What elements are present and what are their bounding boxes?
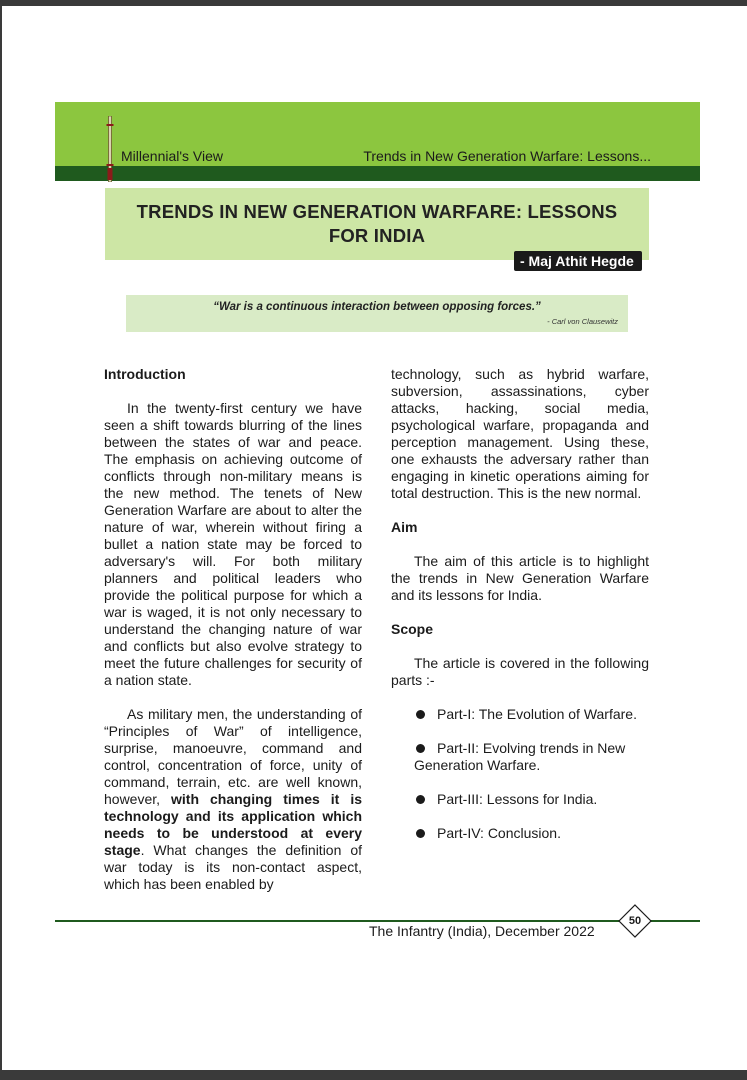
viewer-bottom-bar: [0, 1070, 747, 1080]
para2-start: As military men, the understanding of “Principles of War” of intelligence, surprise, manoeuvre, command and control, concentration of force, unity of command, terrain, etc. are well known, however,: [104, 706, 362, 807]
continued-paragraph: technology, such as hybrid warfare, subversion, assassinations, cyber attacks, hacking, social media, psychological warfare, propaganda and perception management. Using these, one exhausts the adversary rather than engaging in kinetic operations aiming for total destruction. This is the new normal.: [391, 366, 649, 501]
introduction-paragraph-2: [104, 706, 362, 893]
right-column: [391, 366, 649, 859]
left-column: [104, 366, 362, 910]
bullet-icon: [416, 744, 425, 753]
list-item: [391, 825, 649, 842]
running-title: Trends in New Generation Warfare: Lessons...: [363, 148, 651, 164]
bullet-icon: [416, 829, 425, 838]
article-title: [113, 200, 641, 248]
article-title-line2: FOR INDIA: [328, 225, 426, 246]
journal-citation: The Infantry (India), December 2022: [369, 923, 595, 939]
list-item-text: Part-IV: Conclusion.: [437, 825, 561, 841]
list-item: [391, 706, 649, 723]
list-item-text: Part-I: The Evolution of Warfare.: [437, 706, 637, 722]
author-badge: - Maj Athit Hegde: [514, 251, 642, 271]
quote-source: - Carl von Clausewitz: [547, 317, 618, 326]
section-label: Millennial's View: [121, 148, 224, 164]
list-item: [391, 791, 649, 808]
bullet-icon: [416, 795, 425, 804]
list-item: [391, 740, 649, 774]
bayonet-icon: [106, 116, 114, 182]
header-stripe: [55, 166, 700, 181]
footer-rule: [55, 920, 700, 922]
page-number: 50: [628, 915, 642, 927]
scope-heading: Scope: [391, 621, 434, 637]
aim-paragraph: The aim of this article is to highlight the trends in New Generation Warfare and its lessons for India.: [391, 553, 649, 603]
quote-text: “War is a continuous interaction between opposing forces.”: [213, 301, 541, 313]
parts-list: [391, 706, 649, 842]
bullet-icon: [416, 710, 425, 719]
introduction-heading: Introduction: [104, 366, 186, 382]
introduction-paragraph-1: In the twenty-first century we have seen a shift towards blurring of the lines between the states of war and peace. The emphasis on achieving outcome of conflicts through non-military means is the new method. The tenets of New Generation Warfare are about to alter the nature of war, wherein without firing a bullet a nation state may be forced to adversary's will. For both military planners and political leaders who provide the political purpose for which a war is waged, it is not only necessary to understand the changing nature of war and conflicts but also evolve strategy to meet the future challenges for security of a nation state.: [104, 400, 362, 688]
list-item-text: Part-III: Lessons for India.: [437, 791, 598, 807]
para2-end: . What changes the definition of war today is its non-contact aspect, which has been enabled by: [104, 842, 362, 892]
aim-heading: Aim: [391, 519, 418, 535]
para2-emphasis: with changing times it is technology and its application which needs to be understood at every stage: [104, 791, 362, 858]
scope-paragraph: The article is covered in the following parts :-: [391, 655, 649, 688]
quote-box: [126, 295, 628, 332]
article-title-line1: TRENDS IN NEW GENERATION WARFARE: LESSONS: [136, 201, 618, 222]
list-item-text: Part-II: Evolving trends in New Generation Warfare.: [414, 740, 626, 773]
title-box: [105, 188, 649, 260]
